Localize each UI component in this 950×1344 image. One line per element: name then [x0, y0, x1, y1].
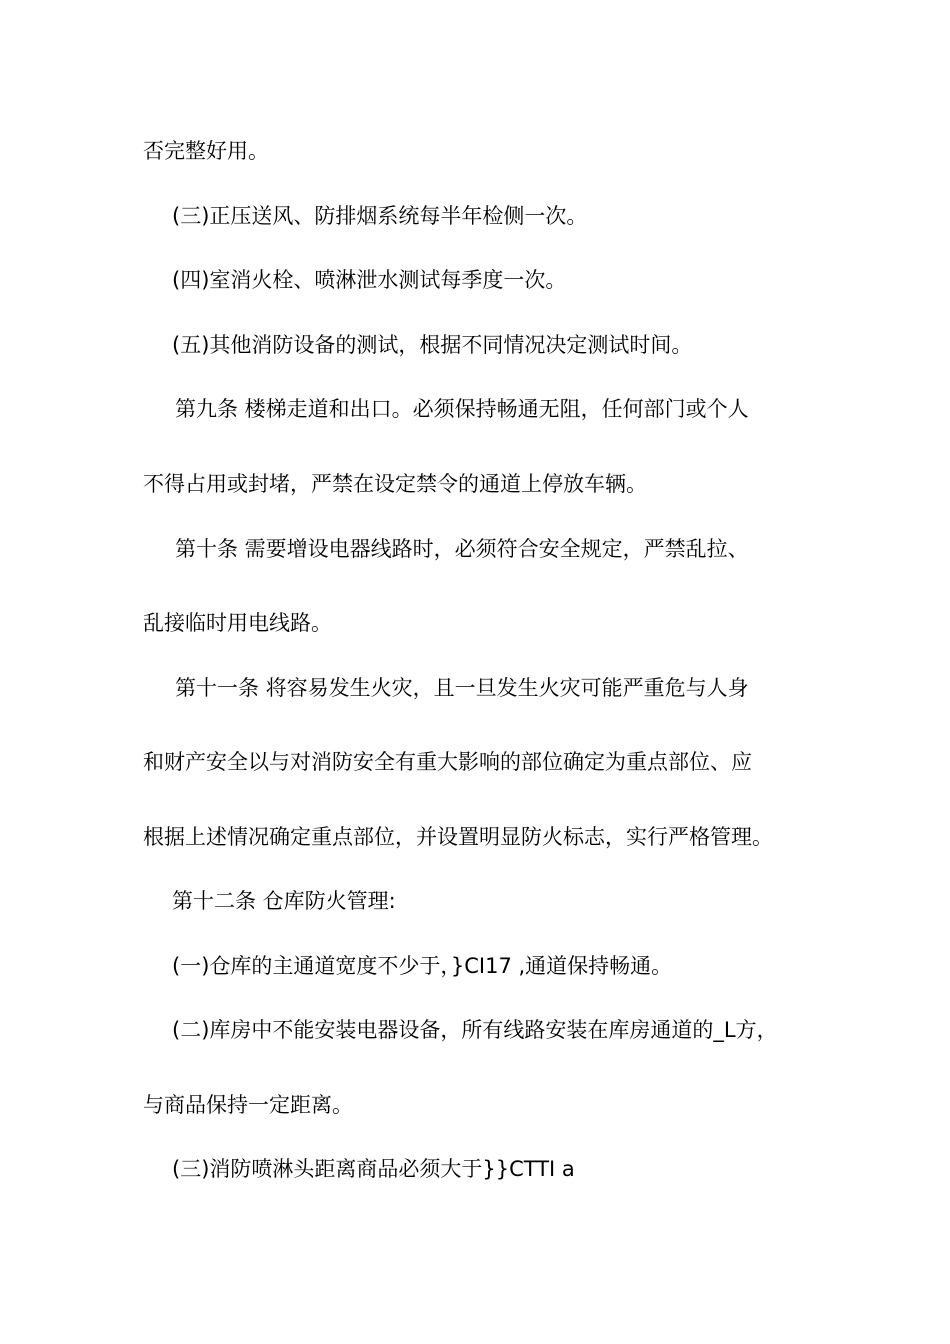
- text-line-2: (三)正压送风、防排烟系统每半年检侧一次。: [172, 204, 588, 228]
- text-line-13: (一)仓库的主通道宽度不少于，}CI17 ,通道保持畅通。: [172, 954, 673, 978]
- text-line-8: 乱接临时用电线路。: [143, 611, 332, 635]
- text-line-10: 和财产安全以与对消防安全有重大影响的部位确定为重点部位、应: [143, 750, 752, 774]
- text-line-4: (五)其他消防设备的测试，根据不同情况决定测试时间。: [172, 333, 693, 357]
- text-line-3: (四)室消火栓、喷淋泄水测试每季度一次。: [172, 268, 567, 292]
- text-line-15: 与商品保持一定距离。: [143, 1093, 353, 1117]
- text-line-12: 第十二条 仓库防火管理:: [172, 889, 396, 913]
- text-line-11: 根据上述情况确定重点部位，并设置明显防火标志，实行严格管理。: [143, 825, 773, 849]
- text-line-9: 第十一条 将容易发生火灾，且一旦发生火灾可能严重危与人身: [175, 676, 749, 700]
- text-line-1: 否完整好用。: [143, 139, 269, 163]
- text-line-7: 第十条 需要增设电器线路时，必须符合安全规定，严禁乱拉、: [175, 537, 749, 561]
- text-line-16: (三)消防喷淋头距离商品必须大于}}CTTI a: [172, 1157, 575, 1181]
- text-line-14: (二)库房中不能安装电器设备，所有线路安装在库房通道的_L方，: [172, 1018, 778, 1042]
- text-line-5: 第九条 楼梯走道和出口。必须保持畅通无阻，任何部门或个人: [175, 397, 749, 421]
- text-line-6: 不得占用或封堵，严禁在设定禁令的通道上停放车辆。: [143, 472, 647, 496]
